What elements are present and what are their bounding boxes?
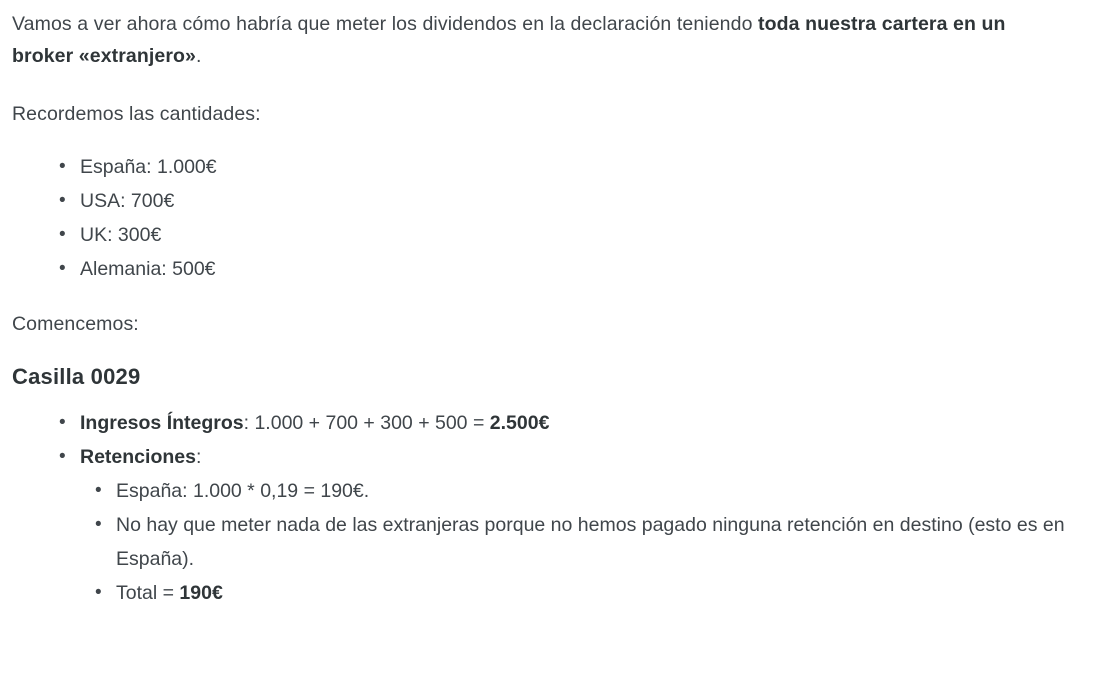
list-item: [80, 406, 1079, 440]
list-item: [80, 440, 1079, 610]
list-item: [116, 508, 1079, 576]
item-rest: :: [195, 446, 202, 468]
intro-text-after-bold: .: [196, 45, 202, 67]
spacer: [12, 130, 1079, 150]
list-item: [80, 218, 1079, 252]
list-item: [80, 150, 1079, 184]
item-bold-value: 2.500€: [489, 412, 550, 434]
list-item: [116, 474, 1079, 508]
spacer: [12, 286, 1079, 308]
intro-text-before-bold: Vamos a ver ahora cómo habría que meter los dividendos en la declaración teniendo: [12, 13, 759, 35]
item-bold-label: Ingresos Íntegros: [80, 412, 244, 434]
page-title: Casilla 0029: [12, 364, 141, 389]
spacer: [12, 340, 1079, 362]
list-item: [80, 252, 1079, 286]
spacer: [12, 392, 1079, 406]
amounts-list: [12, 150, 1079, 286]
amount-label: España: 1.000€: [80, 156, 217, 178]
item-rest: : 1.000 + 700 + 300 + 500 =: [243, 412, 490, 434]
subitem-prefix: Total =: [116, 582, 180, 604]
intro-paragraph: [12, 8, 1022, 72]
amount-label: Alemania: 500€: [80, 258, 216, 280]
start-label: Comencemos:: [12, 313, 139, 335]
list-item: [116, 576, 1079, 610]
subitem-bold-value: 190€: [179, 582, 223, 604]
spacer: [12, 72, 1079, 98]
retenciones-sublist: [80, 474, 1079, 610]
subitem-text: No hay que meter nada de las extranjeras porque no hemos pagado ninguna retención en destino (esto es en España).: [116, 514, 1065, 570]
amount-label: UK: 300€: [80, 224, 162, 246]
item-bold-label: Retenciones: [80, 446, 196, 468]
recall-label: Recordemos las cantidades:: [12, 103, 261, 125]
section-items-list: [12, 406, 1079, 610]
amount-label: USA: 700€: [80, 190, 175, 212]
intro-bold-text: toda nuestra cartera en un broker «extranjero»: [12, 13, 1006, 67]
subitem-text: España: 1.000 * 0,19 = 190€.: [116, 480, 370, 502]
list-item: [80, 184, 1079, 218]
